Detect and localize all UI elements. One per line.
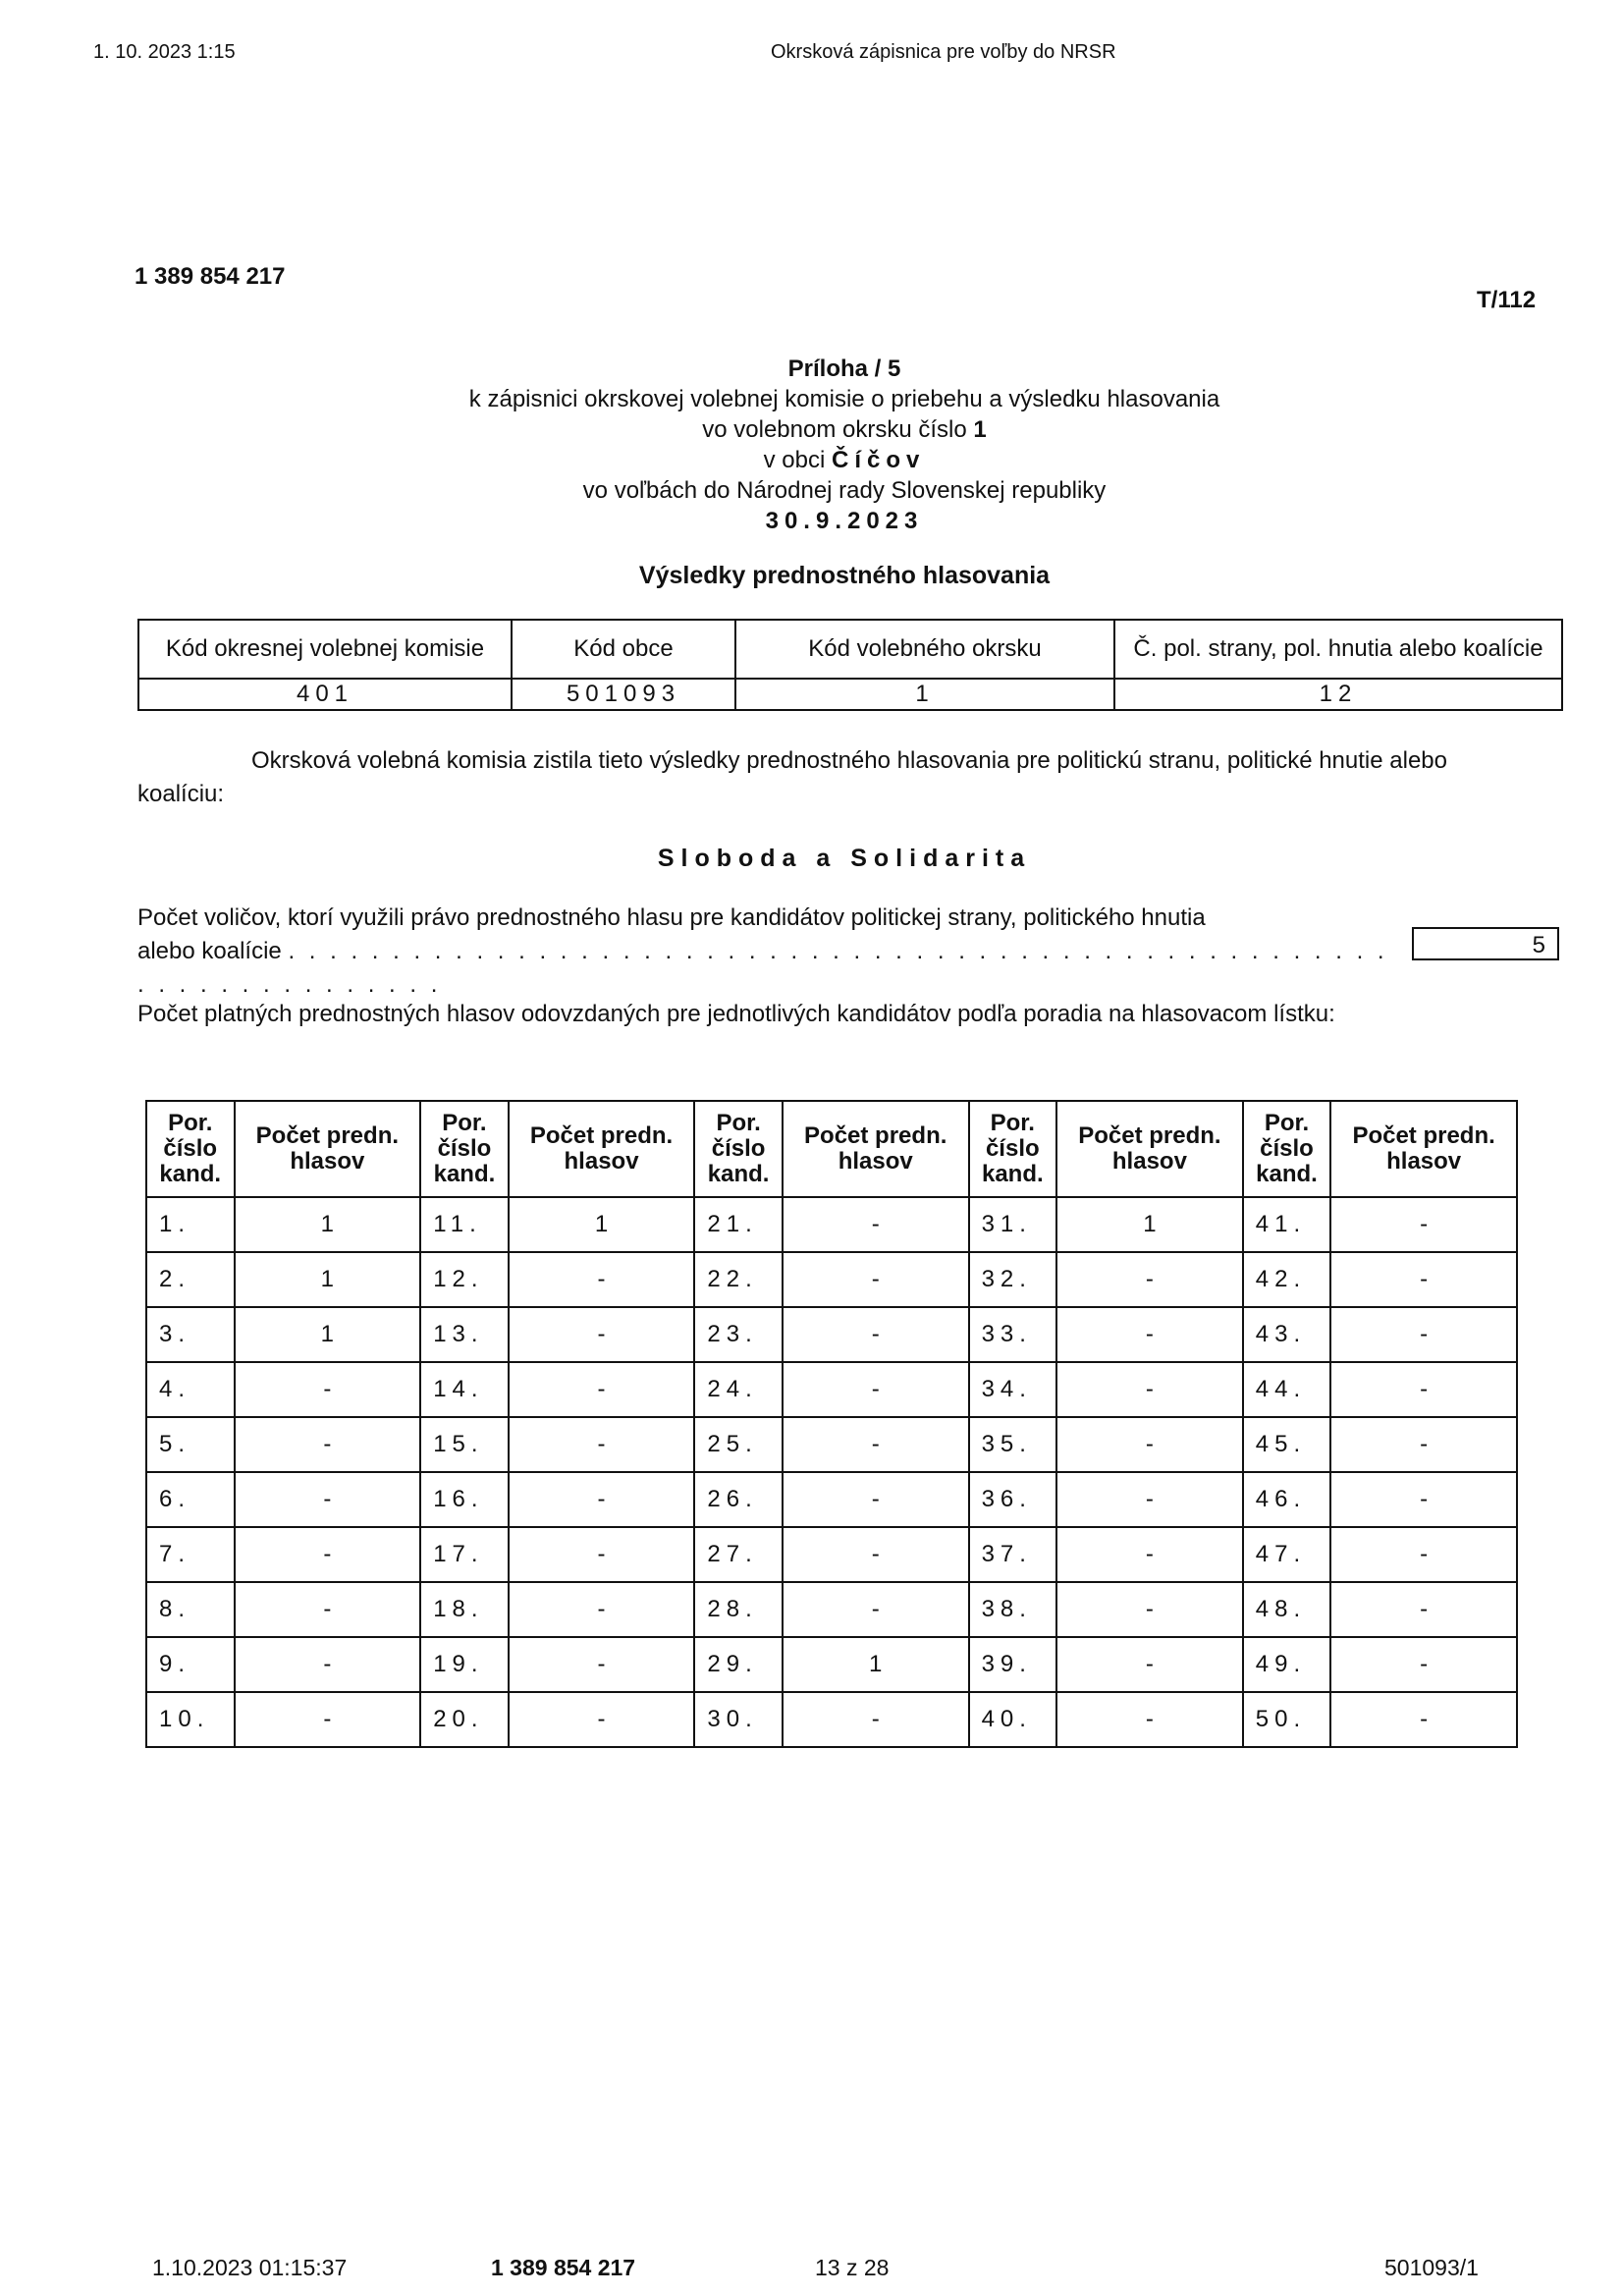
- candidate-number: 37.: [969, 1527, 1057, 1582]
- candidate-votes: -: [783, 1582, 969, 1637]
- candidate-votes: -: [235, 1692, 421, 1747]
- candidate-number: 44.: [1243, 1362, 1331, 1417]
- table-row: [146, 1637, 1517, 1692]
- candidate-number: 12.: [420, 1252, 509, 1307]
- candidate-votes: 1: [235, 1252, 421, 1307]
- candidate-votes: -: [509, 1417, 695, 1472]
- candidate-votes: -: [235, 1362, 421, 1417]
- candidate-votes: -: [509, 1637, 695, 1692]
- title-block: [324, 354, 1365, 536]
- print-datetime: 1. 10. 2023 1:15: [93, 41, 236, 63]
- codes-value-party: 12: [1114, 679, 1562, 710]
- dot-leader: . . . . . . . . . . . . . . . . . . . . . . . . . . . . . . . . . . . . . . . . . . . . . . . . . . . . . . . . . . . . . . . . . . . .: [137, 938, 1388, 998]
- candidate-votes: -: [509, 1692, 695, 1747]
- candidate-number: 34.: [969, 1362, 1057, 1417]
- candidate-number: 4.: [146, 1362, 235, 1417]
- codes-header-precinct: Kód volebného okrsku: [735, 620, 1114, 679]
- candidate-number: 48.: [1243, 1582, 1331, 1637]
- table-row: [146, 1692, 1517, 1747]
- candidate-number: 24.: [694, 1362, 783, 1417]
- candidate-votes: -: [509, 1362, 695, 1417]
- candidate-votes: -: [1330, 1307, 1517, 1362]
- candidate-votes: -: [235, 1417, 421, 1472]
- candidate-number: 38.: [969, 1582, 1057, 1637]
- candidate-votes: -: [235, 1582, 421, 1637]
- codes-header-party: Č. pol. strany, pol. hnutia alebo koalície: [1114, 620, 1562, 679]
- candidate-number: 41.: [1243, 1197, 1331, 1252]
- candidate-votes: -: [1330, 1472, 1517, 1527]
- candidate-number: 49.: [1243, 1637, 1331, 1692]
- footer-doc-number: 1 389 854 217: [491, 2255, 636, 2280]
- candidate-number: 43.: [1243, 1307, 1331, 1362]
- section-title: Výsledky prednostného hlasovania: [638, 562, 1051, 589]
- candidate-number: 7.: [146, 1527, 235, 1582]
- candidate-votes: -: [783, 1197, 969, 1252]
- candidate-votes: -: [783, 1527, 969, 1582]
- candidate-number: 15.: [420, 1417, 509, 1472]
- candidate-number: 9.: [146, 1637, 235, 1692]
- candidate-number: 6.: [146, 1472, 235, 1527]
- candidate-votes: -: [1330, 1417, 1517, 1472]
- results-header-num: Por. číslo kand.: [420, 1101, 509, 1197]
- candidate-number: 50.: [1243, 1692, 1331, 1747]
- election-date: 30.9.2023: [765, 508, 924, 534]
- candidate-number: 16.: [420, 1472, 509, 1527]
- candidate-votes: -: [235, 1472, 421, 1527]
- candidate-votes: 1: [1056, 1197, 1243, 1252]
- candidate-votes: -: [1056, 1527, 1243, 1582]
- title-line4: [324, 445, 1365, 475]
- results-header-votes: Počet predn. hlasov: [235, 1101, 421, 1197]
- candidate-votes: 1: [235, 1307, 421, 1362]
- results-header-row: [146, 1101, 1517, 1197]
- title-line3: [324, 414, 1365, 445]
- doc-title: Okrsková zápisnica pre voľby do NRSR: [771, 41, 1116, 63]
- results-header-num: Por. číslo kand.: [694, 1101, 783, 1197]
- candidate-number: 20.: [420, 1692, 509, 1747]
- table-row: [146, 1362, 1517, 1417]
- voters-count-label-line1: Počet voličov, ktorí využili právo prednostného hlasu pre kandidátov politickej strany, politického hnutia: [137, 904, 1206, 931]
- candidate-votes: -: [783, 1417, 969, 1472]
- candidate-number: 11.: [420, 1197, 509, 1252]
- candidate-number: 30.: [694, 1692, 783, 1747]
- table-row: [146, 1252, 1517, 1307]
- candidate-votes: -: [1056, 1307, 1243, 1362]
- results-header-votes: Počet predn. hlasov: [1330, 1101, 1517, 1197]
- results-header-votes: Počet predn. hlasov: [509, 1101, 695, 1197]
- candidate-number: 46.: [1243, 1472, 1331, 1527]
- candidate-number: 21.: [694, 1197, 783, 1252]
- results-header-num: Por. číslo kand.: [146, 1101, 235, 1197]
- candidate-votes: -: [1056, 1692, 1243, 1747]
- candidate-votes: -: [783, 1362, 969, 1417]
- candidate-votes: -: [509, 1307, 695, 1362]
- results-header-votes: Počet predn. hlasov: [783, 1101, 969, 1197]
- candidate-number: 32.: [969, 1252, 1057, 1307]
- candidate-number: 35.: [969, 1417, 1057, 1472]
- candidate-votes: -: [1330, 1637, 1517, 1692]
- candidate-votes: -: [1056, 1582, 1243, 1637]
- candidate-number: 19.: [420, 1637, 509, 1692]
- footer-page: 13 z 28: [815, 2255, 890, 2280]
- candidate-number: 40.: [969, 1692, 1057, 1747]
- candidate-votes: -: [1056, 1362, 1243, 1417]
- candidate-number: 22.: [694, 1252, 783, 1307]
- candidate-number: 36.: [969, 1472, 1057, 1527]
- table-row: [146, 1417, 1517, 1472]
- doc-number: 1 389 854 217: [135, 263, 286, 290]
- candidate-votes: -: [1056, 1417, 1243, 1472]
- codes-value-precinct: 1: [735, 679, 1114, 710]
- candidate-votes: -: [1056, 1472, 1243, 1527]
- results-header-num: Por. číslo kand.: [1243, 1101, 1331, 1197]
- candidate-votes: -: [509, 1582, 695, 1637]
- footer-ref: 501093/1: [1384, 2255, 1479, 2280]
- candidate-votes: -: [783, 1692, 969, 1747]
- candidate-number: 27.: [694, 1527, 783, 1582]
- voters-count-label: [137, 902, 1394, 1002]
- codes-value-town: 501093: [512, 679, 735, 710]
- intro-text: Okrsková volebná komisia zistila tieto výsledky prednostného hlasovania pre politickú stranu, politické hnutie alebo koalíciu:: [137, 747, 1447, 807]
- candidate-number: 18.: [420, 1582, 509, 1637]
- candidate-number: 26.: [694, 1472, 783, 1527]
- candidate-number: 10.: [146, 1692, 235, 1747]
- results-header-votes: Počet predn. hlasov: [1056, 1101, 1243, 1197]
- candidate-votes: -: [1330, 1197, 1517, 1252]
- table-row: [146, 1527, 1517, 1582]
- table-row: [146, 1197, 1517, 1252]
- title-line5: vo voľbách do Národnej rady Slovenskej republiky: [582, 477, 1107, 504]
- form-code: T/112: [1477, 287, 1537, 313]
- table-row: [146, 1472, 1517, 1527]
- title-line4-prefix: v obci: [763, 447, 832, 473]
- candidate-votes: -: [1056, 1252, 1243, 1307]
- candidate-number: 13.: [420, 1307, 509, 1362]
- title-line3-prefix: vo volebnom okrsku číslo: [702, 416, 974, 443]
- town-name: Číčov: [832, 447, 926, 473]
- candidate-number: 42.: [1243, 1252, 1331, 1307]
- candidate-number: 29.: [694, 1637, 783, 1692]
- candidate-number: 39.: [969, 1637, 1057, 1692]
- candidate-votes: -: [1056, 1637, 1243, 1692]
- candidate-votes: 1: [783, 1637, 969, 1692]
- candidate-votes: -: [783, 1472, 969, 1527]
- candidate-votes: -: [1330, 1362, 1517, 1417]
- candidate-number: 33.: [969, 1307, 1057, 1362]
- district-number: 1: [973, 416, 987, 443]
- codes-header-district: Kód okresnej volebnej komisie: [138, 620, 512, 679]
- results-header-num: Por. číslo kand.: [969, 1101, 1057, 1197]
- votes-text: Počet platných prednostných hlasov odovzdaných pre jednotlivých kandidátov podľa poradia na hlasovacom lístku:: [137, 1001, 1335, 1027]
- candidate-number: 5.: [146, 1417, 235, 1472]
- candidate-number: 23.: [694, 1307, 783, 1362]
- results-table: [145, 1100, 1518, 1748]
- candidate-number: 3.: [146, 1307, 235, 1362]
- voters-count-value: 5: [1412, 927, 1559, 960]
- candidate-votes: 1: [509, 1197, 695, 1252]
- codes-header-town: Kód obce: [512, 620, 735, 679]
- voters-count-label-line2-text: alebo koalície: [137, 938, 282, 964]
- table-row: [146, 1307, 1517, 1362]
- table-row: [146, 1582, 1517, 1637]
- candidate-votes: -: [509, 1252, 695, 1307]
- candidate-votes: -: [783, 1252, 969, 1307]
- candidate-votes: -: [1330, 1527, 1517, 1582]
- candidate-number: 1.: [146, 1197, 235, 1252]
- candidate-number: 31.: [969, 1197, 1057, 1252]
- candidate-number: 45.: [1243, 1417, 1331, 1472]
- candidate-votes: -: [235, 1637, 421, 1692]
- candidate-number: 17.: [420, 1527, 509, 1582]
- candidate-votes: -: [1330, 1692, 1517, 1747]
- candidate-votes: -: [509, 1472, 695, 1527]
- candidate-votes: -: [783, 1307, 969, 1362]
- candidate-number: 47.: [1243, 1527, 1331, 1582]
- voters-count-label-line2: [137, 935, 1394, 1002]
- party-name: Sloboda a Solidarita: [657, 845, 1032, 872]
- title-line2: k zápisnici okrskovej volebnej komisie o priebehu a výsledku hlasovania: [468, 386, 1220, 412]
- candidate-number: 25.: [694, 1417, 783, 1472]
- candidate-number: 2.: [146, 1252, 235, 1307]
- codes-value-district: 401: [138, 679, 512, 710]
- codes-table: [137, 619, 1563, 711]
- candidate-votes: -: [1330, 1582, 1517, 1637]
- candidate-number: 8.: [146, 1582, 235, 1637]
- candidate-number: 28.: [694, 1582, 783, 1637]
- candidate-votes: 1: [235, 1197, 421, 1252]
- footer-datetime: 1.10.2023 01:15:37: [152, 2255, 348, 2280]
- title-line1: Príloha / 5: [787, 355, 901, 382]
- candidate-votes: -: [509, 1527, 695, 1582]
- candidate-number: 14.: [420, 1362, 509, 1417]
- candidate-votes: -: [235, 1527, 421, 1582]
- candidate-votes: -: [1330, 1252, 1517, 1307]
